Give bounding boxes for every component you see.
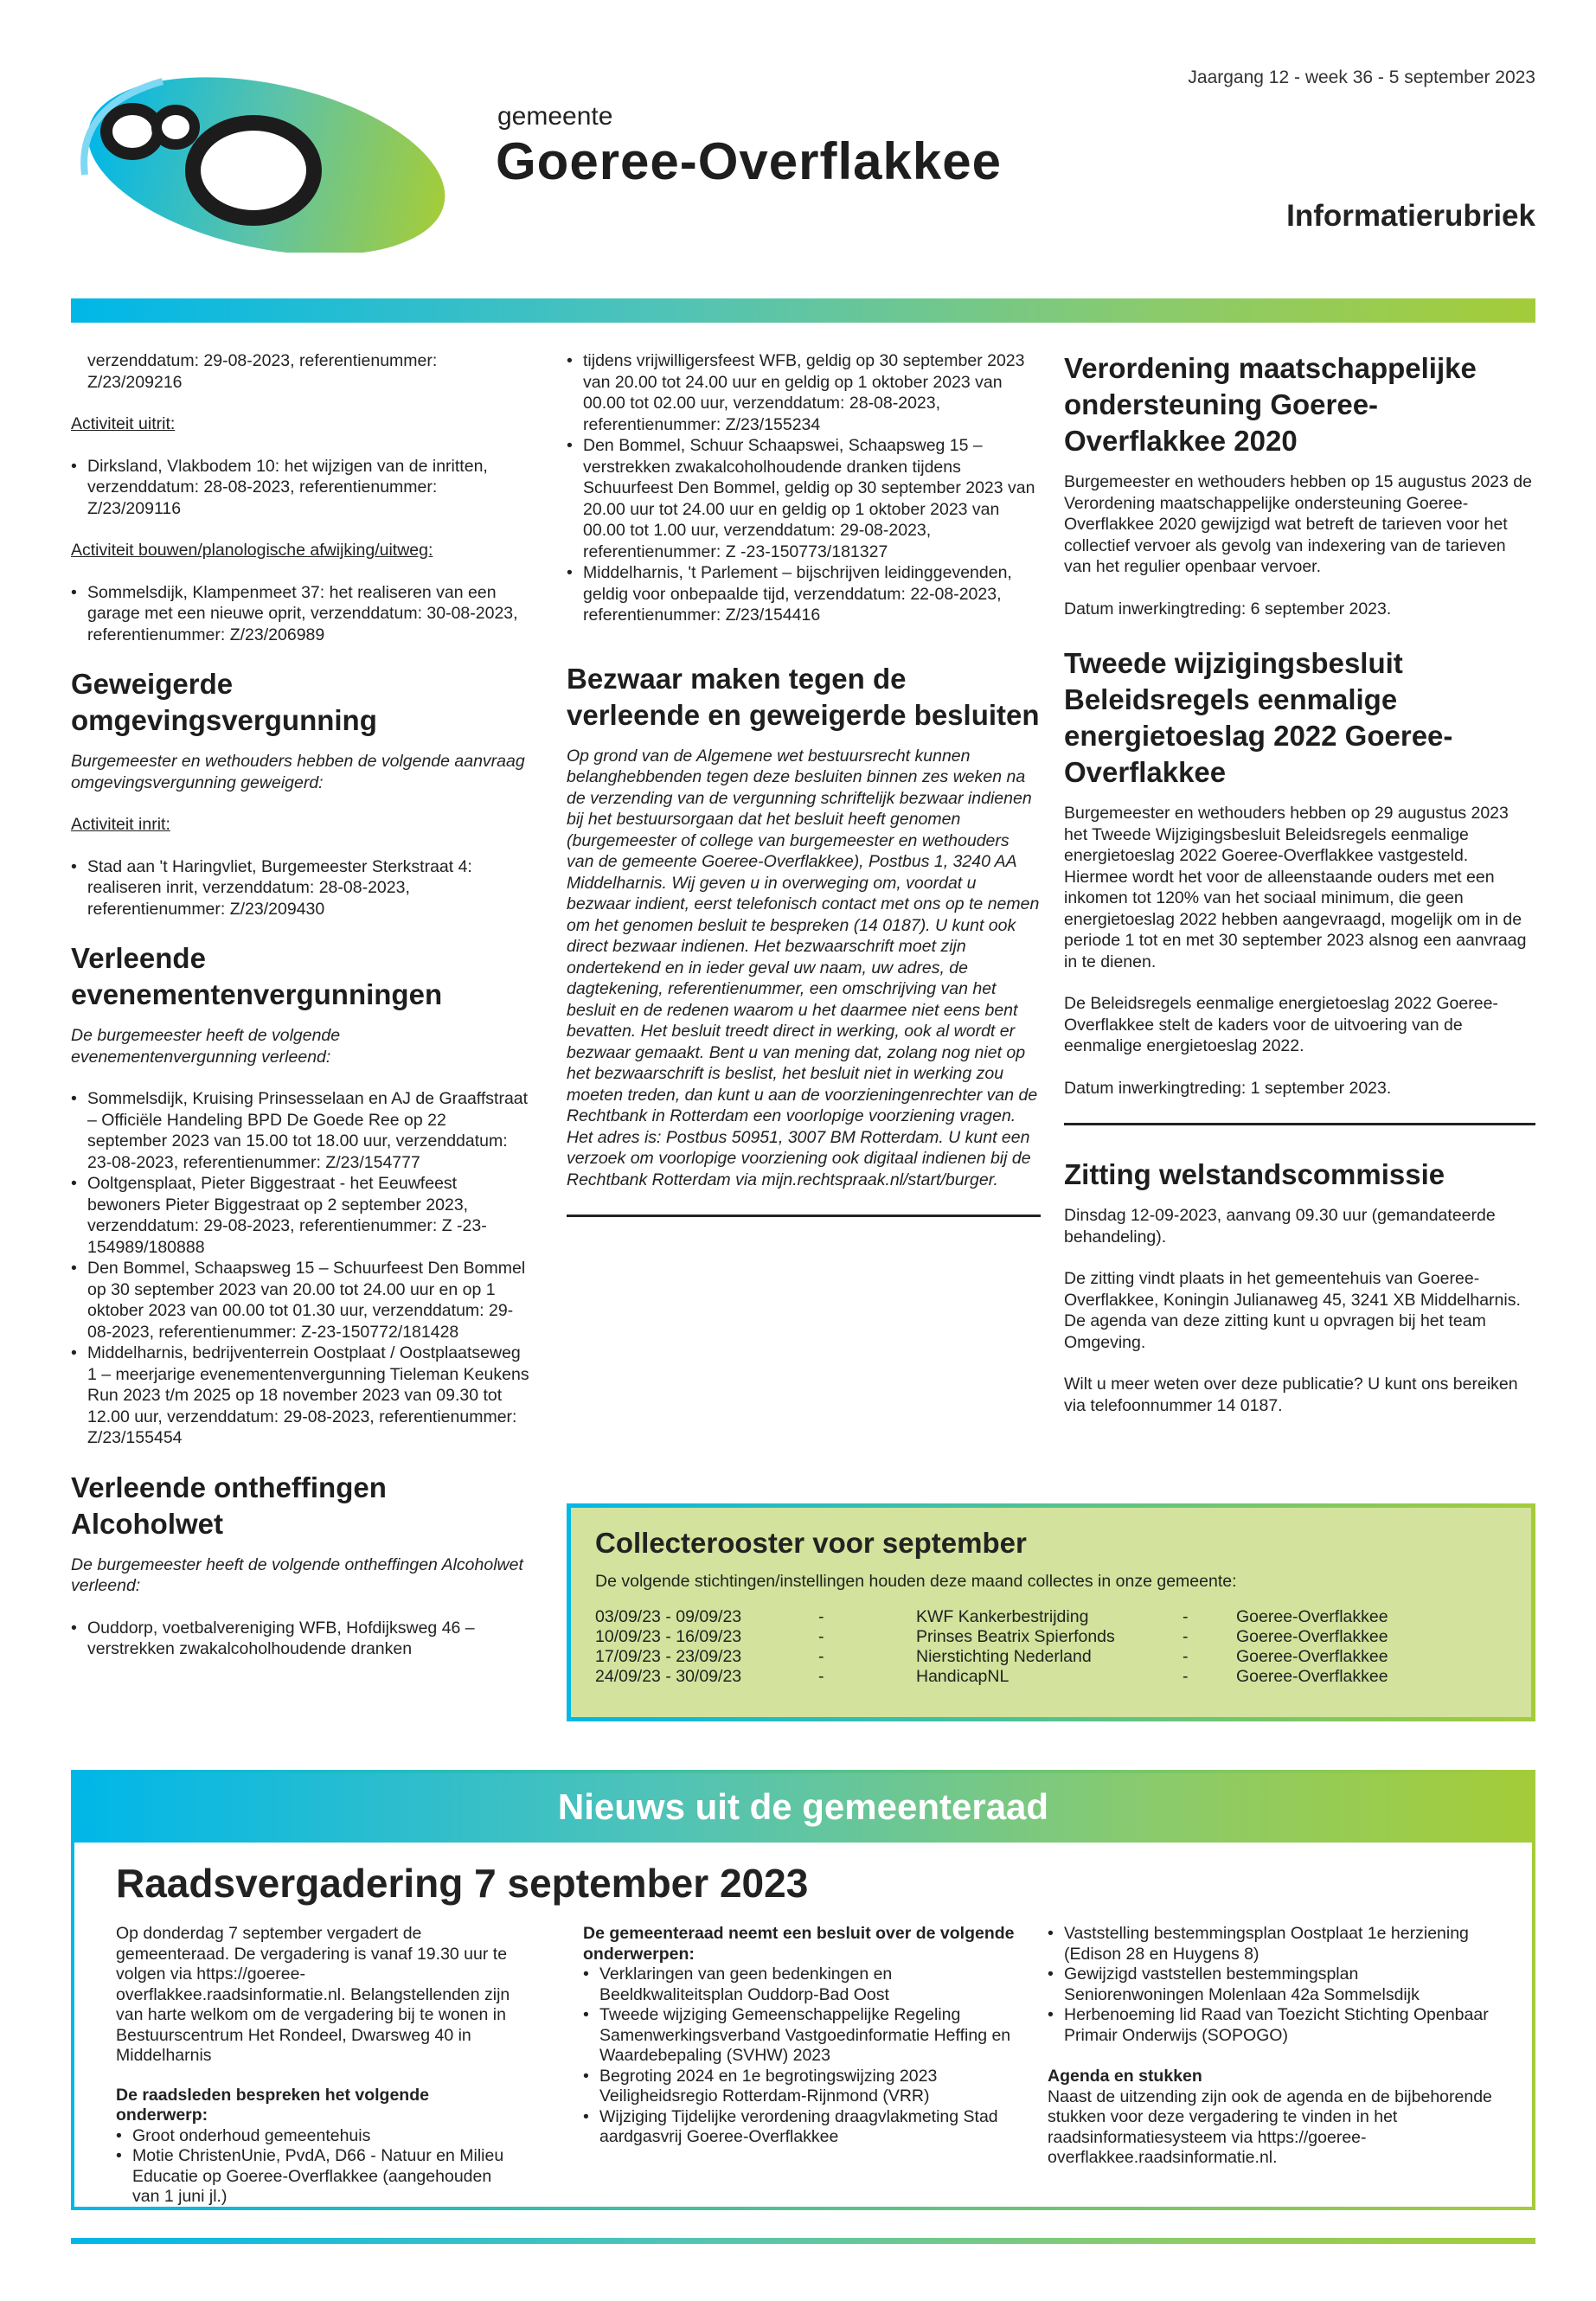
agenda-text: Naast de uitzending zijn ook de agenda en de bijbehorende stukken voor deze vergadering te vinden in het raadsinformatiesysteem via https://goeree-overflakkee.raadsinformatie.nl.	[1048, 2086, 1492, 2167]
inrit-list	[71, 856, 529, 920]
discuss-list	[116, 2126, 522, 2208]
collection-org: HandicapNL	[916, 1667, 1010, 1686]
collection-row	[595, 1607, 1507, 1627]
collection-sep: -	[818, 1667, 824, 1686]
energie-text-1: Burgemeester en wethouders hebben op 29 augustus 2023 het Tweede Wijzigingsbesluit Beleidsregels eenmalige energietoeslag 2022 Goeree-Overflakkee vastgesteld. Hiermee wordt het voor de alleenstaande ouders met een inkomen tot 120% van het sociaal minimum, die geen energietoeslag 2022 hebben aangevraagd, mogelijk om in de periode 1 tot en met 30 september 2023 alsnog een aanvraag in te dienen.	[1064, 804, 1527, 971]
heading-geweigerd: Geweigerde omgevingsvergunning	[71, 668, 377, 736]
collection-area: Goeree-Overflakkee	[1236, 1647, 1388, 1666]
list-item: • Dirksland, Vlakbodem 10: het wijzigen van de inritten, verzenddatum: 28-08-2023, referentienummer: Z/23/209116	[71, 456, 529, 520]
intro-geweigerd: Burgemeester en wethouders hebben de volgende aanvraag omgevingsvergunning geweigerd:	[71, 752, 525, 792]
list-item: • Ooltgensplaat, Pieter Biggestraat - het Eeuwfeest bewoners Pieter Biggestraat op 2 september 2023, verzenddatum: 29-08-2023, referentienummer: Z -23-154989/180888	[71, 1173, 529, 1258]
welstand-text-2: De zitting vindt plaats in het gemeentehuis van Goeree-Overflakkee, Koningin Julianaweg 45, 3241 XB Middelharnis. De agenda van deze zitting kunt u opvragen bij het team Omgeving.	[1064, 1269, 1521, 1352]
collection-row	[595, 1667, 1507, 1687]
energie-text-2: De Beleidsregels eenmalige energietoeslag 2022 Goeree-Overflakkee stelt de kaders voor de uitvoering van de eenmalige energietoeslag 2022.	[1064, 994, 1498, 1055]
council-news-box	[71, 1770, 1535, 2210]
decision-list	[583, 1965, 1024, 2148]
intro-evenementen: De burgemeester heeft de volgende evenementenvergunning verleend:	[71, 1026, 341, 1067]
section-title: Informatierubriek	[1286, 199, 1535, 233]
list-item: • Verklaringen van geen bedenkingen en Beeldkwaliteitsplan Ouddorp-Bad Oost	[583, 1965, 1024, 2005]
collection-org: Nierstichting Nederland	[916, 1647, 1092, 1666]
heading-energietoeslag: Tweede wijzigingsbesluit Beleidsregels eenmalige energietoeslag 2022 Goeree-Overflakkee	[1064, 647, 1453, 788]
alcohol-list-continued	[567, 350, 1041, 626]
list-item: • Ouddorp, voetbalvereniging WFB, Hofdijksweg 46 – verstrekken zwakalcoholhoudende dranken	[71, 1618, 529, 1660]
footer-gradient-bar	[71, 2238, 1535, 2244]
subhead-inrit: Activiteit inrit:	[71, 815, 170, 834]
list-item: • Motie ChristenUnie, PvdA, D66 - Natuur en Milieu Educatie op Goeree-Overflakkee (aangehouden van 1 juni jl.)	[116, 2146, 522, 2208]
list-item: • tijdens vrijwilligersfeest WFB, geldig op 30 september 2023 van 20.00 tot 24.00 uur en geldig op 1 oktober 2023 van 00.00 tot 02.00 uur, verzenddatum: 28-08-2023, referentienummer: Z/23/155234	[567, 350, 1041, 435]
heading-evenementen: Verleende evenementenvergunningen	[71, 942, 443, 1010]
collection-title: Collecterooster voor september	[595, 1527, 1027, 1559]
list-item: • Stad aan 't Haringvliet, Burgemeester Sterkstraat 4: realiseren inrit, verzenddatum: 28-08-2023, referentienummer: Z/23/209430	[71, 856, 529, 920]
collection-period: 24/09/23 - 30/09/23	[595, 1667, 742, 1686]
collection-sep: -	[818, 1647, 824, 1666]
news-column-1	[116, 1924, 522, 2228]
divider	[567, 1215, 1041, 1217]
list-item: • Den Bommel, Schaapsweg 15 – Schuurfeest Den Bommel op 30 september 2023 van 20.00 tot 24.00 uur en op 1 oktober 2023 van 00.00 tot 01.30 uur, verzenddatum: 29-08-2023, referentienummer: Z-23-150772/181428	[71, 1258, 529, 1343]
uitrit-list	[71, 456, 529, 520]
brand-name: Goeree-Overflakkee	[496, 132, 1003, 190]
welstand-text-3: Wilt u meer weten over deze publicatie? U kunt ons bereiken via telefoonnummer 14 0187.	[1064, 1375, 1518, 1415]
list-item: • Middelharnis, bedrijventerrein Oostplaat / Oostplaatseweg 1 – meerjarige evenementenvergunning Tieleman Keukens Run 2023 t/m 2025 op 18 november 2023 van 09.30 tot 12.00 uur, verzenddatum: 29-08-2023, referentienummer: Z/23/155454	[71, 1343, 529, 1449]
heading-wmo: Verordening maatschappelijke ondersteuning Goeree-Overflakkee 2020	[1064, 352, 1477, 457]
collection-sep: -	[818, 1627, 824, 1646]
bezwaar-text: Op grond van de Algemene wet bestuursrecht kunnen belanghebbenden tegen deze besluiten binnen zes weken na de verzending van de vergunning schriftelijk bezwaar indienen bij het bestuursorgaan dat het besluit heeft genomen (burgemeester of college van burgemeester en wethouders van de gemeente Goeree-Overflakkee), Postbus 1, 3240 AA Middelharnis. Wij geven u in overweging om, voordat u bezwaar indient, eerst telefonisch contact met ons op te nemen om het genomen besluit te bespreken (14 0187). U kunt ook direct bezwaar indienen. Het bezwaarschrift moet zijn ondertekend en in ieder geval uw naam, uw adres, de dagtekening, referentienummer, een omschrijving van het besluit en de redenen waarom u het daarmee niet eens bent bevatten. Het besluit treedt direct in werking, ook al wordt er bezwaar gemaakt. Bent u van mening dat, zolang nog niet op het bezwaarschrift is beslist, het besluit niet in werking zou moeten treden, dan kunt u aan de voorzieningenrechter van de Rechtbank in Rotterdam een voorlopige voorziening vragen. Het adres is: Postbus 50951, 3007 BM Rotterdam. U kunt een verzoek om voorlopige voorziening ook digitaal indienen bij de Rechtbank Rotterdam via mijn.rechtspraak.nl/start/burger.	[567, 746, 1040, 1189]
collection-org: KWF Kankerbestrijding	[916, 1607, 1089, 1626]
discuss-label: De raadsleden bespreken het volgende onderwerp:	[116, 2085, 429, 2125]
decision-list-continued	[1048, 1924, 1497, 2046]
collection-schedule-box	[567, 1503, 1535, 1721]
heading-alcoholwet: Verleende ontheffingen Alcoholwet	[71, 1471, 387, 1540]
welstand-text-1: Dinsdag 12-09-2023, aanvang 09.30 uur (gemandateerde behandeling).	[1064, 1206, 1496, 1247]
collection-sep2: -	[1183, 1667, 1189, 1686]
list-item: • Den Bommel, Schuur Schaapswei, Schaapsweg 15 – verstrekken zwakalcoholhoudende dranken tijdens Schuurfeest Den Bommel, geldig op 30 september 2023 van 20.00 uur tot 24.00 uur en geldig op 1 oktober 2023 van 00.00 tot 1.00 uur, verzenddatum: 29-08-2023, referentienummer: Z -23-150773/181327	[567, 435, 1041, 562]
list-item: • Sommelsdijk, Klampenmeet 37: het realiseren van een garage met een nieuwe oprit, verzenddatum: 30-08-2023, referentienummer: Z/23/206989	[71, 582, 529, 646]
wmo-date: Datum inwerkingtreding: 6 september 2023.	[1064, 599, 1392, 619]
meeting-intro: Op donderdag 7 september vergadert de gemeenteraad. De vergadering is vanaf 19.30 uur te volgen via https://goeree-overflakkee.raadsinformatie.nl. Belangstellenden zijn van harte welkom om de vergadering bij te wonen in Bestuurscentrum Het Rondeel, Dwarsweg 40 in Middelharnis	[116, 1924, 510, 2065]
list-item: • Groot onderhoud gemeentehuis	[116, 2126, 522, 2147]
collection-period: 10/09/23 - 16/09/23	[595, 1627, 742, 1646]
list-item: • Begroting 2024 en 1e begrotingswijzing 2023 Veiligheidsregio Rotterdam-Rijnmond (VRR)	[583, 2067, 1024, 2107]
collection-sep2: -	[1183, 1627, 1189, 1646]
collection-row	[595, 1647, 1507, 1667]
collection-table	[595, 1607, 1507, 1687]
collection-area: Goeree-Overflakkee	[1236, 1667, 1388, 1686]
subhead-uitrit: Activiteit uitrit:	[71, 414, 176, 433]
brand-prefix: gemeente	[497, 102, 613, 131]
list-item: • Gewijzigd vaststellen bestemmingsplan Seniorenwoningen Molenlaan 42a Sommelsdijk	[1048, 1965, 1497, 2005]
evenementen-list	[71, 1088, 529, 1449]
list-item: • Sommelsdijk, Kruising Prinsesselaan en AJ de Graaffstraat – Officiële Handeling BPD De Goede Ree op 22 september 2023 van 15.00 tot 18.00 uur, verzenddatum: 23-08-2023, referentienummer: Z/23/154777	[71, 1088, 529, 1173]
meeting-title: Raadsvergadering 7 september 2023	[116, 1861, 809, 1906]
heading-welstand: Zitting welstandscommissie	[1064, 1158, 1445, 1190]
energie-date: Datum inwerkingtreding: 1 september 2023.	[1064, 1078, 1392, 1098]
list-item: • Tweede wijziging Gemeenschappelijke Regeling Samenwerkingsverband Vastgoedinformatie Heffing en Waardebepaling (SVHW) 2023	[583, 2005, 1024, 2067]
collection-sep: -	[818, 1607, 824, 1626]
municipality-logo	[67, 71, 457, 253]
intro-alcoholwet: De burgemeester heeft de volgende ontheffingen Alcoholwet verleend:	[71, 1554, 523, 1595]
header-gradient-bar	[71, 298, 1535, 323]
list-item: • Herbenoeming lid Raad van Toezicht Stichting Openbaar Primair Onderwijs (SOPOGO)	[1048, 2005, 1497, 2046]
collection-org: Prinses Beatrix Spierfonds	[916, 1627, 1115, 1646]
collection-period: 03/09/23 - 09/09/23	[595, 1607, 742, 1626]
decision-label: De gemeenteraad neemt een besluit over de volgende onderwerpen:	[583, 1924, 1015, 1964]
collection-row	[595, 1627, 1507, 1647]
news-column-3	[1048, 1924, 1497, 2188]
divider	[1064, 1123, 1535, 1125]
council-news-banner: Nieuws uit de gemeenteraad	[74, 1773, 1532, 1843]
alcohol-list	[71, 1618, 529, 1660]
column-3	[1064, 350, 1535, 1437]
column-1	[71, 350, 529, 1681]
collection-sep2: -	[1183, 1607, 1189, 1626]
continued-item: verzenddatum: 29-08-2023, referentienummer: Z/23/209216	[87, 351, 438, 392]
list-item: • Middelharnis, 't Parlement – bijschrijven leidinggevenden, geldig voor onbepaalde tijd, verzenddatum: 22-08-2023, referentienummer: Z/23/154416	[567, 562, 1041, 626]
subhead-bouwen: Activiteit bouwen/planologische afwijking/uitweg:	[71, 541, 433, 560]
collection-area: Goeree-Overflakkee	[1236, 1627, 1388, 1646]
collection-intro: De volgende stichtingen/instellingen houden deze maand collectes in onze gemeente:	[595, 1572, 1237, 1591]
news-column-2	[583, 1924, 1024, 2169]
list-item: • Wijziging Tijdelijke verordening draagvlakmeting Stad aardgasvrij Goeree-Overflakkee	[583, 2107, 1024, 2148]
agenda-label: Agenda en stukken	[1048, 2067, 1202, 2086]
collection-sep2: -	[1183, 1647, 1189, 1666]
collection-area: Goeree-Overflakkee	[1236, 1607, 1388, 1626]
column-2	[567, 350, 1041, 1248]
bouwen-list	[71, 582, 529, 646]
list-item: • Vaststelling bestemmingsplan Oostplaat 1e herziening (Edison 28 en Huygens 8)	[1048, 1924, 1497, 1965]
wmo-text: Burgemeester en wethouders hebben op 15 augustus 2023 de Verordening maatschappelijke ondersteuning Goeree-Overflakkee 2020 gewijzigd wat betreft de tarieven voor het collectief vervoer als gevolg van indexering van de tarieven van het regulier openbaar vervoer.	[1064, 472, 1532, 576]
collection-period: 17/09/23 - 23/09/23	[595, 1647, 742, 1666]
issue-dateline: Jaargang 12 - week 36 - 5 september 2023	[1188, 67, 1535, 87]
heading-bezwaar: Bezwaar maken tegen de verleende en geweigerde besluiten	[567, 662, 1040, 731]
